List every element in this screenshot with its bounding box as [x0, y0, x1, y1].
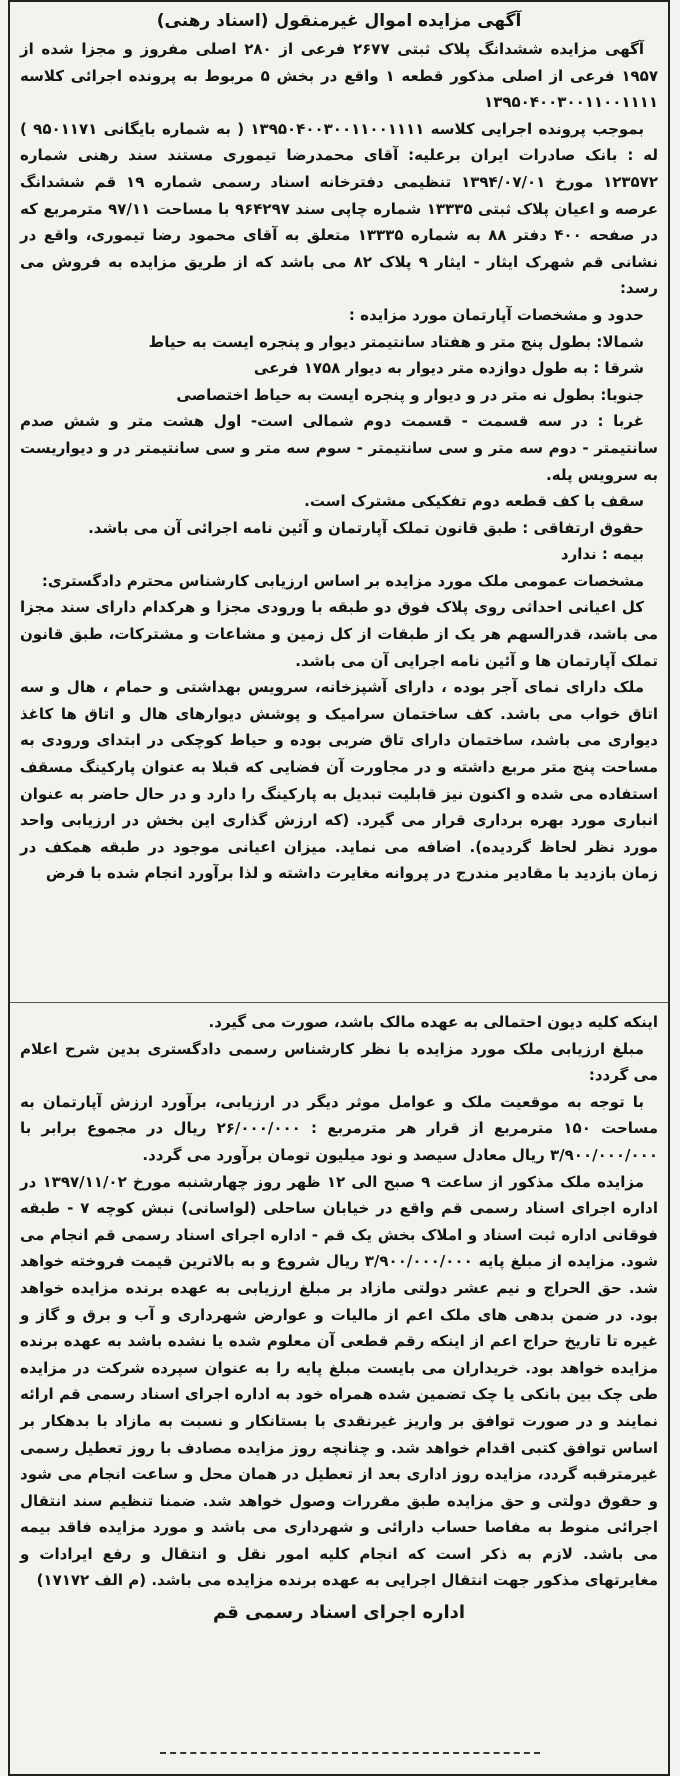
valuation-amount: با توجه به موقعیت ملک و عوامل موثر دیگر در ارزیابی، برآورد ارزش آپارتمان به مساحت ۱۵۰ مترمربع از قرار هر مترمربع : ۲۶/۰۰۰/۰۰۰ ریال در مجموع برابر با ۳/۹۰۰/۰۰۰/۰۰۰ ریال معادل سیصد و نود میلیون تومان برآورد می گردد. [20, 1092, 658, 1164]
notice-frame-top [8, 0, 670, 1002]
property-description: ملک دارای نمای آجر بوده ، دارای آشپزخانه، سرویس بهداشتی و حمام ، هال و سه اتاق خواب می باشد. کف ساختمان سرامیک و پوشش دیوارهای هال و اتاق ها کاغذ دیواری می باشد، ساختمان دارای تاق ضربی بوده و حیاط کوچکی در ابتدای ورودی به مساحت پنج متر مربع داشته و در مجاورت آن فضایی که قبلا به عنوان پارکینگ مسقف استفاده می شده و اکنون نیز قابلیت تبدیل به پارکینگ را دارد و در حال حاضر به عنوان انباری مورد بهره برداری قرار می گیرد. (که ارزش گذاری این بخش در ارزیابی واحد مورد نظر لحاظ گردیده). اضافه می نماید. میزان اعیانی موجود در طبقه همکف در زمان بازدید با مقادیر مندرج در پروانه مغایرت داشته و لذا برآورد انجام شده با فرض [20, 678, 658, 883]
boundaries-heading: حدود و مشخصات آپارتمان مورد مزایده : [348, 305, 644, 324]
general-specs-heading: مشخصات عمومی ملک مورد مزایده بر اساس ارزیابی کارشناس محترم دادگستری: [41, 571, 644, 590]
ceiling-note: سقف با کف قطعه دوم تفکیکی مشترک است. [304, 492, 644, 511]
notice-bottom-column [0, 1002, 680, 1776]
easement-rights: حقوق ارتفاقی : طبق قانون تملک آپارتمان و آئین نامه اجرائی آن می باشد. [88, 518, 644, 537]
building-overview: کل اعیانی احداثی روی پلاک فوق دو طبقه با ورودی مجزا و هرکدام دارای سند مجزا می باشد، قدرالسهم هر یک از طبقات از کل زمین و مشاعات و مشترکات، طبق قانون تملک آپارتمان ها و آئین نامه اجرایی آن می باشد. [20, 598, 658, 670]
notice-frame-bottom [8, 1002, 670, 1776]
insurance-status: بیمه : ندارد [560, 545, 644, 564]
debts-note: اینکه کلیه دیون احتمالی به عهده مالک باشد، صورت می گیرد. [208, 1013, 658, 1031]
boundary-west: غربا : در سه قسمت - قسمت دوم شمالی است- اول هشت متر و شش صدم سانتیمتر - دوم سه متر و سی سانتیمتر - سوم سه متر و سی سانتیمتر در و دیواریست به سرویس پله. [20, 412, 658, 484]
issuing-office: اداره اجرای اسناد رسمی قم [212, 1602, 466, 1624]
boundary-south: جنوبا: بطول نه متر در و دیوار و پنجره ایست به حیاط اختصاصی [176, 385, 644, 404]
bottom-divider [160, 1752, 540, 1754]
auction-terms: مزایده ملک مذکور از ساعت ۹ صبح الی ۱۲ ظهر روز چهارشنبه مورخ ۱۳۹۷/۱۱/۰۲ در اداره اجرای اسناد رسمی قم واقع در خیابان ساحلی (لواسانی) نبش کوچه ۷ - طبقه فوقانی اداره ثبت اسناد و املاک بخش یک قم - اداره اجرای اسناد رسمی قم انجام می شود. مزایده از مبلغ پایه ۳/۹۰۰/۰۰۰/۰۰۰ ریال شروع و به بالاترین قیمت فروخته خواهد شد. حق الحراج و نیم عشر دولتی مازاد بر مبلغ ارزیابی به عهده برنده مزایده خواهد بود. در ضمن بدهی های ملک اعم از مالیات و عوارض شهرداری و آب و برق و گاز و غیره تا تاریخ حراج اعم از اینکه رقم قطعی آن معلوم شده یا نشده باشد به عهده برنده مزایده خواهد بود. خریداران می بایست مبلغ پایه را به عنوان سپرده شرکت در مزایده طی چک بین بانکی یا چک تضمین شده همراه خود به اداره اجرای اسناد رسمی قم ارائه نمایند و در صورت توافق بر واریز غیرنقدی با بستانکار و نسبت به مازاد با بدهکار بر اساس توافق کتبی اقدام خواهد شد. و چنانچه روز مزایده مصادف با روز تعطیل رسمی غیرمترقبه گردد، مزایده روز اداری بعد از تعطیل در همان محل و ساعت انجام می شود و حقوق دولتی و حق مزایده طبق مقررات وصول خواهد شد. ضمنا تنظیم سند انتقال اجرائی منوط به مفاصا حساب دارائی و شهرداری می باشد و مورد مزایده فاقد بیمه می باشد. لازم به ذکر است که انجام کلیه امور نقل و انتقال و رفع ایرادات و مغایرتهای مذکور جهت انتقال اجرایی به عهده برنده مزایده می باشد. (م الف ۱۷۱۷۲) [20, 1172, 659, 1590]
valuation-heading: مبلغ ارزیابی ملک مورد مزایده با نظر کارشناس رسمی دادگستری بدین شرح اعلام می گردد: [20, 1039, 658, 1085]
notice-intro: آگهی مزایده ششدانگ پلاک ثبتی ۲۶۷۷ فرعی از ۲۸۰ اصلی مفروز و مجزا شده از ۱۹۵۷ فرعی از اصلی مذکور قطعه ۱ واقع در بخش ۵ مربوط به پرونده اجرائی کلاسه ۱۳۹۵۰۴۰۰۳۰۰۱۱۰۰۱۱۱۱ [20, 40, 658, 112]
boundary-east: شرقا : به طول دوازده متر دیوار به دیوار ۱۷۵۸ فرعی [253, 359, 644, 378]
boundary-north: شمالا: بطول پنج متر و هفتاد سانتیمتر دیوار و پنجره ایست به حیاط [148, 332, 644, 351]
notice-title: آگهی مزایده اموال غیرمنقول (اسناد رهنی) [156, 11, 522, 31]
notice-case-details: بموجب پرونده اجرایی کلاسه ۱۳۹۵۰۴۰۰۳۰۰۱۱۰۰۱۱۱۱ ( به شماره بایگانی ۹۵۰۱۱۷۱ ) له : بانک صادرات ایران برعلیه: آقای محمدرضا تیموری مستند سند رهنی شماره ۱۲۳۵۷۲ مورخ ۱۳۹۴/۰۷/۰۱ تنظیمی دفترخانه اسناد رسمی شماره ۱۹ قم ششدانگ عرصه و اعیان پلاک ثبتی ۱۳۳۳۵ شماره چاپی سند ۹۶۴۲۹۷ با مساحت ۹۷/۱۱ مترمربع که در صفحه ۴۰۰ دفتر ۸۸ به شماره ۱۳۳۳۵ متعلق به آقای محمود رضا تیموری، واقع در نشانی قم شهرک ایثار - ایثار ۹ پلاک ۸۲ می باشد که از طریق مزایده به فروش می رسد: [20, 119, 659, 298]
